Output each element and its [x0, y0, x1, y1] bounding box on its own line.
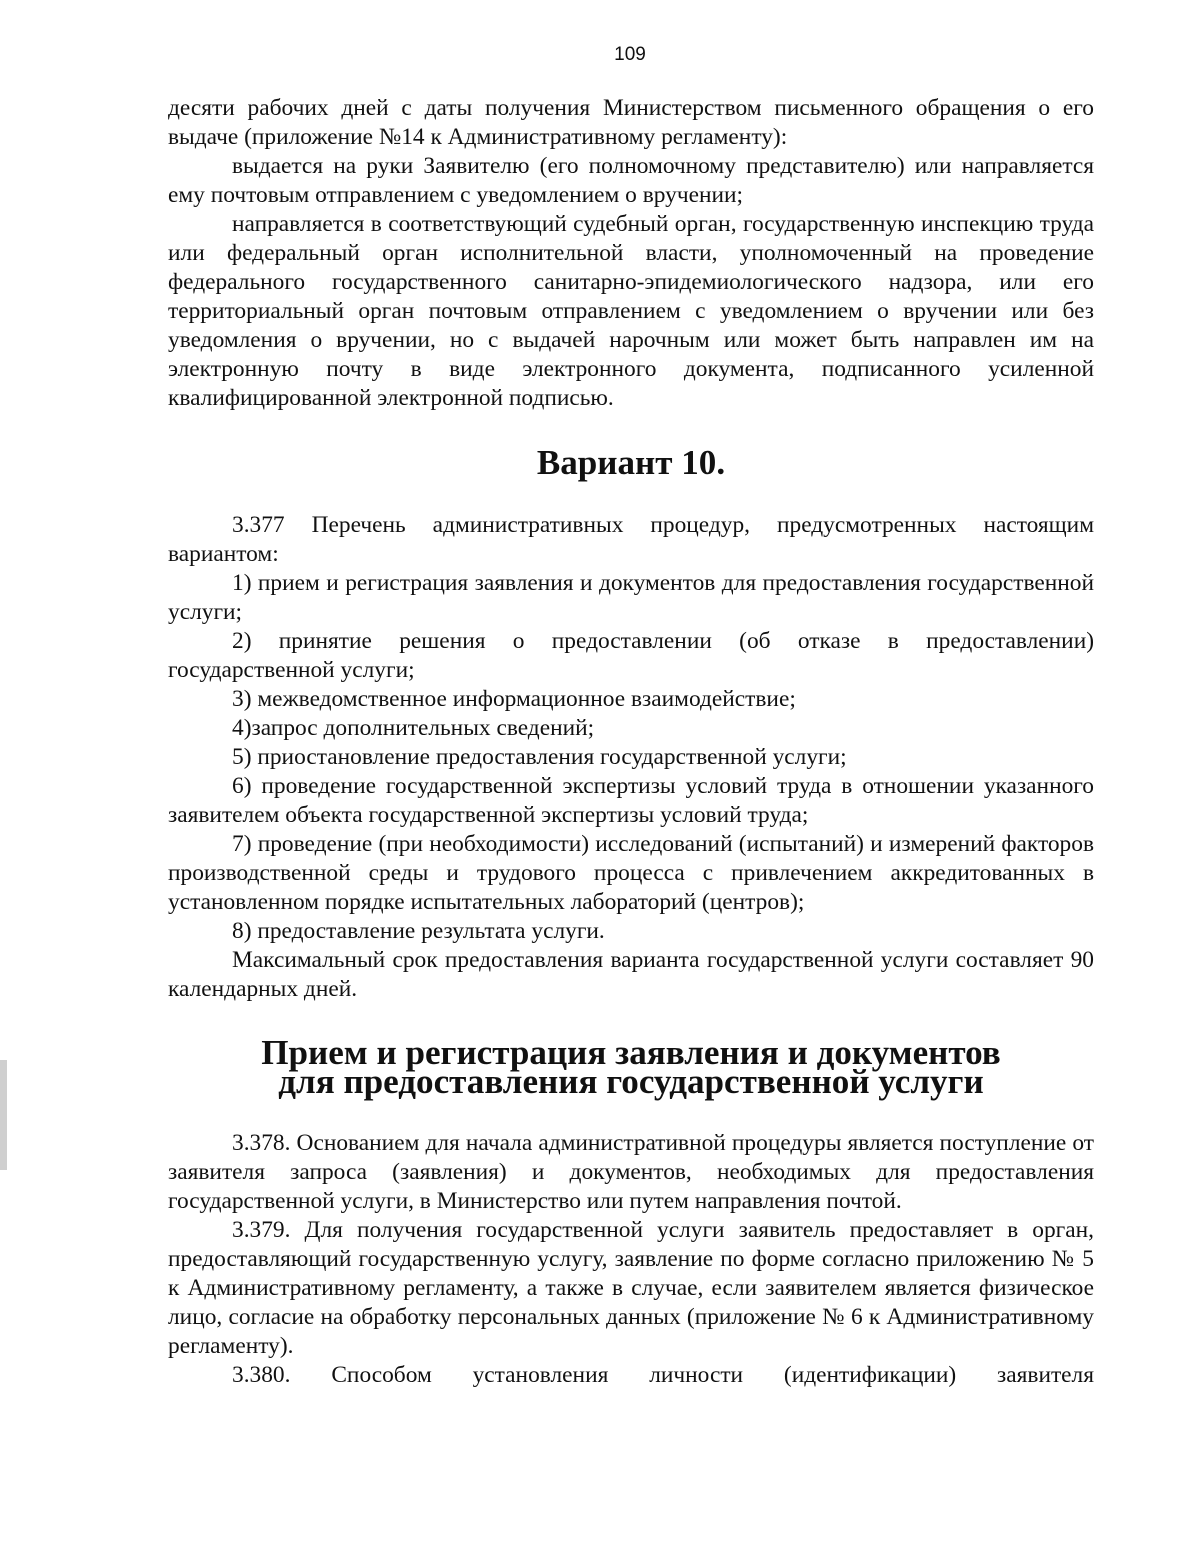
procedure-item-6: 6) проведение государственной экспертизы условий труда в отношении указанного заявителем объекта государственной экспертизы условий труда; — [168, 773, 1094, 828]
procedure-item-5: 5) приостановление предоставления государственной услуги; — [232, 744, 847, 770]
procedure-item-7: 7) проведение (при необходимости) исследований (испытаний) и измерений факторов производственной среды и трудового процесса с привлечением аккредитованных в установленном порядке испытательных лабораторий (центров); — [168, 831, 1094, 915]
paragraph-3-379: 3.379. Для получения государственной услуги заявитель предоставляет в орган, предоставляющий государственную услугу, заявление по форме согласно приложению № 5 к Административному регламенту, а также в случае, если заявителем является физическое лицо, согласие на обработку персональных данных (приложение № 6 к Административному регламенту). — [168, 1217, 1094, 1359]
procedure-item-3: 3) межведомственное информационное взаимодействие; — [232, 686, 796, 712]
section-heading-line-2: для предоставления государственной услуги — [278, 1062, 984, 1101]
continuation-paragraph-1: десяти рабочих дней с даты получения Министерством письменного обращения о его выдаче (приложение №14 к Административному регламенту): — [168, 95, 1094, 150]
continuation-paragraph-3: направляется в соответствующий судебный орган, государственную инспекцию труда или федеральный орган исполнительной власти, уполномоченный на проведение федерального государственного санитарно-эпидемиологического надзора, или его территориальный орган почтовым отправлением с уведомлением о вручении или без уведомления о вручении, но с выдачей нарочным или может быть направлен им на электронную почту в виде электронного документа, подписанного усиленной квалифицированной электронной подписью. — [168, 211, 1094, 411]
variant-intro-paragraph: 3.377 Перечень административных процедур, предусмотренных настоящим вариантом: — [168, 512, 1094, 567]
paragraph-3-380: 3.380. Способом установления личности (идентификации) заявителя — [232, 1362, 1094, 1388]
page-number: 109 — [614, 44, 646, 65]
procedure-item-8: 8) предоставление результата услуги. — [232, 918, 605, 944]
procedure-item-4: 4)запрос дополнительных сведений; — [232, 715, 595, 741]
section-heading — [168, 1033, 1094, 1101]
max-term-paragraph: Максимальный срок предоставления варианта государственной услуги составляет 90 календарных дней. — [168, 947, 1094, 1002]
scan-edge-mark — [0, 1060, 7, 1170]
procedure-item-1: 1) прием и регистрация заявления и документов для предоставления государственной услуги; — [168, 570, 1094, 625]
variant-heading: Вариант 10. — [536, 443, 726, 482]
paragraph-3-378: 3.378. Основанием для начала административной процедуры является поступление от заявителя запроса (заявления) и документов, необходимых для предоставления государственной услуги, в Министерство или путем направления почтой. — [168, 1130, 1094, 1214]
procedure-item-2: 2) принятие решения о предоставлении (об отказе в предоставлении) государственной услуги; — [168, 628, 1094, 683]
continuation-paragraph-2: выдается на руки Заявителю (его полномочному представителю) или направляется ему почтовым отправлением с уведомлением о вручении; — [168, 153, 1094, 208]
document-body — [168, 94, 1094, 1390]
section-heading-line-1: Прием и регистрация заявления и документов — [261, 1033, 1001, 1072]
